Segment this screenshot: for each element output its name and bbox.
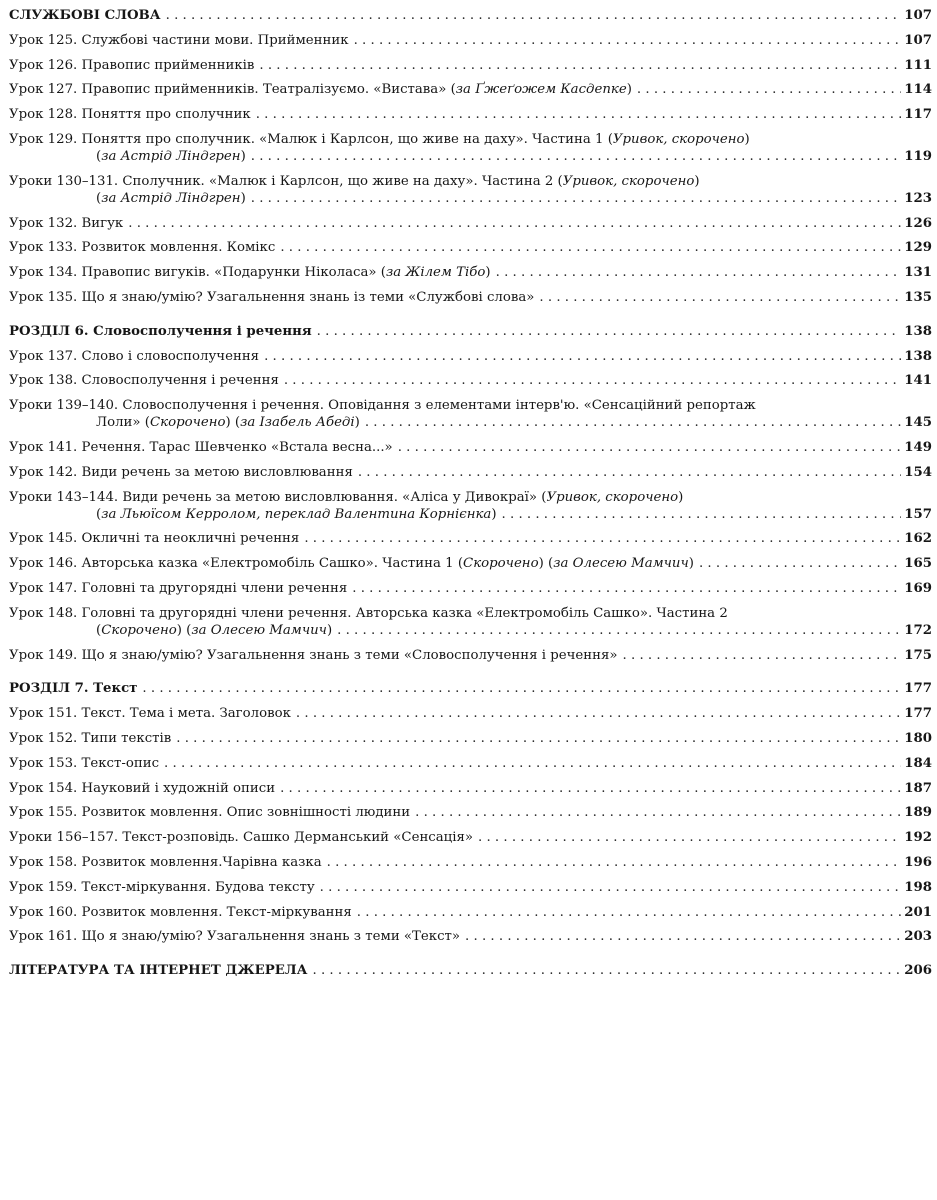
leader-dots — [251, 148, 901, 165]
entry-text: ) — [240, 190, 246, 206]
entry-title — [9, 879, 315, 896]
entry-text: Урок 155. Розвиток мовлення. Опис зовнішності людини — [9, 805, 411, 821]
leader-dots — [398, 439, 902, 456]
entry-text: ) — [626, 82, 632, 98]
toc-entry — [9, 464, 932, 489]
entry-continuation — [9, 148, 932, 165]
entry-line — [9, 580, 932, 597]
toc-entry — [9, 705, 932, 730]
page-number: 162 — [904, 531, 932, 547]
entry-text: Урок 154. Науковий і художній описи — [9, 780, 276, 796]
entry-line — [9, 397, 932, 414]
entry-text: Лоли» ( — [96, 415, 150, 431]
entry-text: Урок 126. Правопис прийменників — [9, 57, 255, 73]
page-number: 117 — [904, 107, 932, 123]
toc-entry — [9, 580, 932, 605]
toc-entry — [9, 928, 932, 953]
leader-dots — [128, 215, 901, 232]
entry-line — [9, 854, 932, 871]
page-number: 187 — [904, 780, 932, 796]
leader-dots — [296, 705, 901, 722]
entry-line — [9, 215, 932, 232]
leader-dots — [280, 239, 901, 256]
entry-author-italic: Скорочено — [101, 622, 177, 638]
entry-title — [96, 148, 246, 165]
entry-title — [9, 464, 353, 481]
page-number: 138 — [904, 348, 932, 364]
page-number: 119 — [904, 148, 932, 164]
entry-title — [96, 506, 497, 523]
leader-dots — [415, 804, 901, 821]
entry-text: Урок 159. Текст-міркування. Будова тексту — [9, 879, 315, 895]
entry-line — [9, 372, 932, 389]
entry-title — [96, 414, 360, 431]
entry-line — [9, 7, 932, 24]
toc-entry — [9, 489, 932, 531]
toc-entry — [9, 879, 932, 904]
entry-text: Урок 145. Окличні та неокличні речення — [9, 531, 300, 547]
toc-section-heading — [9, 323, 932, 348]
toc-entry — [9, 904, 932, 929]
entry-title: СЛУЖБОВІ СЛОВА — [9, 8, 161, 23]
entry-text: ) ( — [225, 415, 241, 431]
leader-dots — [365, 414, 901, 431]
entry-title — [9, 239, 275, 256]
entry-line — [9, 555, 932, 572]
entry-line — [9, 829, 932, 846]
leader-dots — [465, 928, 901, 945]
toc-entry — [9, 755, 932, 780]
page-number: 135 — [904, 289, 932, 305]
entry-line — [9, 755, 932, 772]
entry-text: Урок 151. Текст. Тема і мета. Заголовок — [9, 706, 291, 722]
toc-section-heading — [9, 962, 932, 987]
page-number: 157 — [904, 506, 932, 522]
entry-line — [9, 239, 932, 256]
page-number: 192 — [904, 830, 932, 846]
entry-text: ( — [96, 190, 102, 206]
leader-dots — [176, 730, 901, 747]
toc-entry — [9, 81, 932, 106]
page-number: 154 — [904, 464, 932, 480]
entry-line — [9, 489, 932, 506]
leader-dots — [259, 57, 901, 74]
page-number: 141 — [904, 373, 932, 389]
toc-entry — [9, 530, 932, 555]
leader-dots — [337, 622, 901, 639]
leader-dots — [352, 580, 901, 597]
leader-dots — [699, 555, 901, 572]
entry-title — [9, 580, 347, 597]
entry-title — [9, 489, 683, 506]
entry-author-italic: за Ізабель Абеді — [240, 415, 355, 431]
entry-line — [9, 264, 932, 281]
toc-entry — [9, 57, 932, 82]
entry-title — [9, 854, 322, 871]
entry-text: ) — [354, 415, 360, 431]
page-number: 149 — [904, 439, 932, 455]
leader-dots — [284, 372, 901, 389]
entry-text: Урок 153. Текст-опис — [9, 755, 160, 771]
entry-line — [9, 106, 932, 123]
entry-title: ЛІТЕРАТУРА ТА ІНТЕРНЕТ ДЖЕРЕЛА — [9, 963, 308, 979]
entry-author-italic: за Астрід Ліндгрен — [101, 148, 241, 164]
entry-title — [96, 190, 246, 207]
entry-line — [9, 323, 932, 340]
entry-line — [9, 464, 932, 481]
entry-line — [9, 680, 932, 697]
toc-entry — [9, 348, 932, 373]
entry-text: ( — [96, 148, 102, 164]
toc-entry — [9, 173, 932, 215]
entry-title — [9, 928, 460, 945]
page-number: 196 — [904, 854, 932, 870]
entry-title — [9, 215, 123, 232]
page-number: 114 — [904, 82, 932, 98]
entry-title — [9, 397, 756, 414]
leader-dots — [313, 962, 902, 979]
leader-dots — [637, 81, 901, 98]
page-number: 107 — [904, 8, 932, 23]
entry-title — [9, 173, 700, 190]
entry-title — [9, 755, 159, 772]
entry-text: Урок 152. Типи текстів — [9, 730, 172, 746]
entry-title — [9, 106, 251, 123]
leader-dots — [623, 647, 902, 664]
entry-title — [9, 530, 299, 547]
page-number: 206 — [904, 963, 932, 979]
entry-text: ( — [96, 622, 102, 638]
entry-text: Урок 148. Головні та другорядні члени речення. Авторська казка «Електромобіль Сашко». Частина 2 — [9, 605, 728, 621]
entry-text: Урок 161. Що я знаю/умію? Узагальнення знань з теми «Текст» — [9, 929, 461, 945]
entry-line — [9, 57, 932, 74]
entry-line — [9, 705, 932, 722]
toc-entry — [9, 131, 932, 173]
entry-title — [9, 904, 352, 921]
page-number: 184 — [904, 755, 932, 771]
toc-section-heading — [9, 7, 932, 32]
entry-text: ) — [744, 131, 750, 147]
entry-text: Урок 141. Речення. Тарас Шевченко «Встала весна...» — [9, 439, 393, 455]
entry-text: Урок 127. Правопис прийменників. Театралізуємо. «Вистава» ( — [9, 82, 456, 98]
leader-dots — [304, 530, 901, 547]
toc-entry — [9, 239, 932, 264]
entry-text: Урок 133. Розвиток мовлення. Комікс — [9, 240, 276, 256]
entry-text: Уроки 130–131. Сполучник. «Малюк і Карлсон, що живе на даху». Частина 2 ( — [9, 173, 563, 189]
entry-text: Урок 137. Слово і словосполучення — [9, 348, 260, 364]
entry-line — [9, 131, 932, 148]
leader-dots — [478, 829, 901, 846]
entry-title — [9, 439, 393, 456]
page-number: 177 — [904, 706, 932, 722]
entry-text: ) — [678, 489, 684, 505]
entry-text: Урок 146. Авторська казка «Електромобіль Сашко». Частина 1 ( — [9, 556, 464, 572]
entry-text: Урок 138. Словосполучення і речення — [9, 373, 279, 389]
toc-entry — [9, 397, 932, 439]
toc-entry — [9, 439, 932, 464]
entry-text: ) ( — [538, 556, 554, 572]
entry-line — [9, 804, 932, 821]
entry-title — [9, 730, 171, 747]
entry-continuation — [9, 414, 932, 431]
entry-line — [9, 348, 932, 365]
entry-text: ) — [694, 173, 700, 189]
leader-dots — [164, 755, 901, 772]
table-of-contents — [9, 7, 932, 987]
leader-dots — [317, 323, 902, 340]
page-number: 177 — [904, 681, 932, 697]
entry-text: Уроки 143–144. Види речень за метою висловлювання. «Аліса у Дивокраї» ( — [9, 489, 547, 505]
entry-title — [9, 804, 410, 821]
entry-line — [9, 962, 932, 979]
entry-text: Уроки 156–157. Текст-розповідь. Сашко Дерманський «Сенсація» — [9, 830, 474, 846]
entry-text: Урок 147. Головні та другорядні члени речення — [9, 580, 348, 596]
entry-title — [9, 348, 259, 365]
entry-line — [9, 605, 932, 622]
entry-title — [9, 605, 728, 622]
page-number: 165 — [904, 556, 932, 572]
entry-line — [9, 928, 932, 945]
entry-line — [9, 647, 932, 664]
entry-text: ) — [688, 556, 694, 572]
page-number: 145 — [904, 415, 932, 431]
entry-line — [9, 81, 932, 98]
section-gap — [9, 953, 932, 962]
entry-text: ) — [491, 506, 497, 522]
entry-author-italic: Уривок, скорочено — [546, 489, 679, 505]
entry-text: Урок 134. Правопис вигуків. «Подарунки Ніколаса» ( — [9, 265, 386, 281]
page-number: 131 — [904, 265, 932, 281]
entry-line — [9, 439, 932, 456]
entry-line — [9, 173, 932, 190]
entry-author-italic: за Ґжеґожем Касдепке — [455, 82, 627, 98]
entry-title — [9, 829, 473, 846]
toc-section-heading — [9, 680, 932, 705]
entry-text: ) ( — [176, 622, 192, 638]
entry-title — [9, 647, 618, 664]
entry-text: Урок 158. Розвиток мовлення.Чарівна казка — [9, 854, 322, 870]
leader-dots — [320, 879, 902, 896]
toc-entry — [9, 372, 932, 397]
page-number: 198 — [904, 879, 932, 895]
toc-entry — [9, 804, 932, 829]
page-number: 111 — [904, 57, 932, 73]
entry-author-italic: Скорочено — [463, 556, 539, 572]
leader-dots — [327, 854, 902, 871]
entry-title — [9, 264, 491, 281]
page-number: 180 — [904, 730, 932, 746]
entry-author-italic: за Олесею Мамчич — [191, 622, 327, 638]
toc-entry — [9, 854, 932, 879]
entry-title — [9, 32, 349, 49]
page-number: 189 — [904, 805, 932, 821]
entry-text: Урок 142. Види речень за метою висловлювання — [9, 464, 353, 480]
entry-author-italic: за Астрід Ліндгрен — [101, 190, 241, 206]
entry-author-italic: Уривок, скорочено — [562, 173, 695, 189]
entry-line — [9, 530, 932, 547]
entry-title — [9, 705, 291, 722]
entry-author-italic: за Олесею Мамчич — [553, 556, 689, 572]
entry-title: РОЗДІЛ 7. Текст — [9, 681, 138, 697]
leader-dots — [166, 7, 902, 24]
entry-title — [9, 57, 254, 74]
toc-entry — [9, 730, 932, 755]
entry-text: ) — [485, 265, 491, 281]
entry-title — [9, 131, 750, 148]
page-number: 172 — [904, 622, 932, 638]
leader-dots — [502, 506, 902, 523]
toc-entry — [9, 289, 932, 314]
leader-dots — [354, 32, 902, 49]
page-number: 107 — [904, 32, 932, 48]
entry-continuation — [9, 622, 932, 639]
toc-entry — [9, 555, 932, 580]
entry-line — [9, 32, 932, 49]
leader-dots — [496, 264, 902, 281]
toc-entry — [9, 780, 932, 805]
page-number: 175 — [904, 647, 932, 663]
page-number: 138 — [904, 323, 932, 339]
entry-text: ( — [96, 506, 102, 522]
entry-title: РОЗДІЛ 6. Словосполучення і речення — [9, 323, 312, 339]
entry-text: Урок 128. Поняття про сполучник — [9, 107, 251, 123]
entry-author-italic: Скорочено — [149, 415, 226, 431]
entry-line — [9, 289, 932, 306]
entry-text: Урок 129. Поняття про сполучник. «Малюк і Карлсон, що живе на даху». Частина 1 ( — [9, 131, 613, 147]
entry-title — [9, 289, 534, 306]
entry-continuation — [9, 190, 932, 207]
page-number: 129 — [904, 240, 932, 256]
toc-entry — [9, 215, 932, 240]
page-number: 169 — [904, 580, 932, 596]
leader-dots — [358, 464, 901, 481]
entry-text: Урок 135. Що я знаю/умію? Узагальнення знань із теми «Службові слова» — [9, 289, 535, 305]
toc-entry — [9, 106, 932, 131]
toc-entry — [9, 829, 932, 854]
entry-title — [9, 81, 632, 98]
entry-text: ) — [326, 622, 333, 638]
page-number: 123 — [904, 190, 932, 206]
page-number: 126 — [904, 215, 932, 231]
entry-title — [96, 622, 332, 639]
entry-title — [9, 780, 275, 797]
entry-author-italic: Уривок, скорочено — [612, 131, 745, 147]
leader-dots — [357, 904, 901, 921]
section-gap — [9, 671, 932, 680]
toc-entry — [9, 605, 932, 647]
leader-dots — [539, 289, 901, 306]
leader-dots — [142, 680, 901, 697]
entry-line — [9, 904, 932, 921]
entry-author-italic: за Льюїсом Керролом, переклад Валентина Корнієнка — [101, 506, 492, 522]
page-number: 203 — [904, 929, 932, 945]
entry-line — [9, 780, 932, 797]
page-number: 201 — [904, 904, 932, 920]
leader-dots — [280, 780, 901, 797]
entry-title — [9, 555, 694, 572]
entry-text: Урок 149. Що я знаю/умію? Узагальнення знань з теми «Словосполучення і речення» — [9, 647, 618, 663]
entry-author-italic: за Жілем Тібо — [385, 265, 486, 281]
leader-dots — [251, 190, 901, 207]
entry-line — [9, 879, 932, 896]
entry-continuation — [9, 506, 932, 523]
entry-text: Урок 160. Розвиток мовлення. Текст-міркування — [9, 904, 352, 920]
entry-text: Урок 125. Службові частини мови. Прийменник — [9, 32, 349, 48]
entry-text: Уроки 139–140. Словосполучення і речення. Оповідання з елементами інтерв'ю. «Сенсаційний репортаж — [9, 398, 756, 414]
section-gap — [9, 314, 932, 323]
entry-line — [9, 730, 932, 747]
entry-text: ) — [240, 148, 246, 164]
leader-dots — [256, 106, 902, 123]
entry-text: Урок 132. Вигук — [9, 215, 124, 231]
leader-dots — [264, 348, 901, 365]
toc-entry — [9, 264, 932, 289]
entry-title — [9, 372, 279, 389]
toc-entry — [9, 32, 932, 57]
toc-entry — [9, 647, 932, 672]
